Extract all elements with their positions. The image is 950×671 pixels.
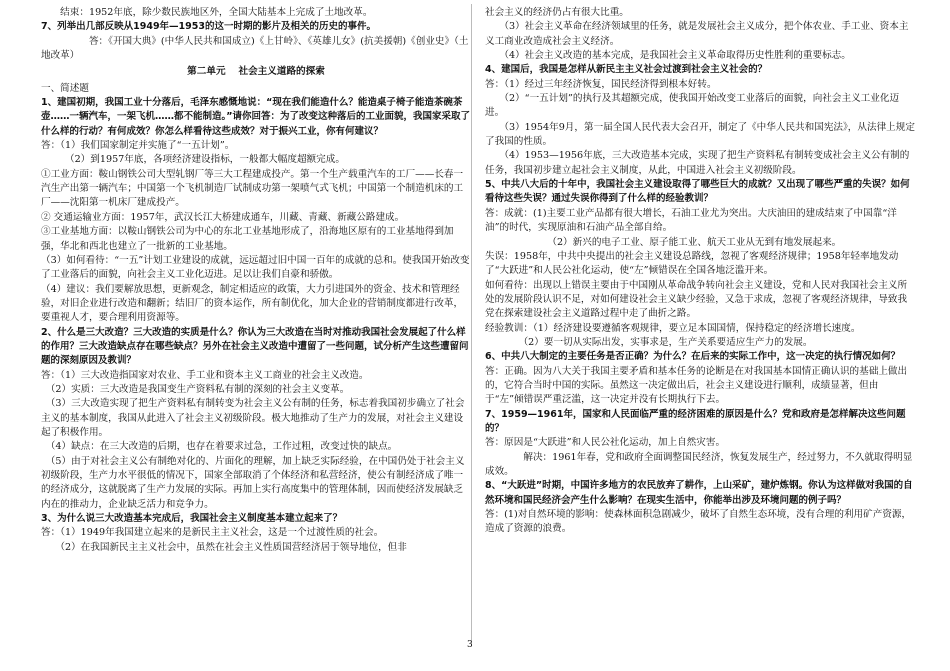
unit-heading: 第二单元 社会主义道路的探索 [187, 66, 325, 78]
text-paragraph: 答：原因是“大跃进”和人民公社化运动，加上自然灾害。 [485, 437, 726, 449]
text-paragraph: （3）如何看待：“一五”计划工业建设的成就，远远超过旧中国一百年的成就的总和。使我国开始改变了工业落后的面貌，向社会主义工业化迈进。足以让我们自豪和骄傲。 [41, 254, 470, 281]
text-paragraph: 经验教训：（1）经济建设要遵循客观规律，要立足本国国情，保持稳定的经济增长速度。 [485, 322, 861, 334]
left-column [41, 6, 471, 555]
text-paragraph: （3）社会主义革命在经济领域里的任务，就是发展社会主义成分，把个体农业、手工业、资本主义工商业改造成社会主义经济。 [485, 21, 909, 47]
text-paragraph: （2）“一五计划”的执行及其超额完成，使我国开始改变工业落后的面貌，向社会主义工业化迈进。 [485, 93, 900, 119]
text-paragraph: 结束：1952年底，除少数民族地区外，全国大陆基本上完成了土地改革。 [41, 7, 373, 18]
text-paragraph: 答：正确。因为八大关于我国主要矛盾和基本任务的论断是在对我国基本国情正确认识的基础上做出的，它符合当时中国的实际。虽然这一决定做出后，社会主义建设进行顺利，成绩显著，但由于“左”倾错误严重泛滥，这一决定并没有长期执行下去。 [485, 365, 908, 406]
question-heading: 6、中共八大制定的主要任务是否正确？为什么？在后来的实际工作中，这一决定的执行情况如何？ [485, 351, 901, 363]
page-number: 3 [467, 640, 473, 650]
text-paragraph: 失误：1958年，中共中央提出的社会主义建设总路线，忽视了客观经济规律；1958年轻率地发动了“大跃进”和人民公社化运动，使“左”倾错误在全国各地泛滥开来。 [485, 250, 899, 277]
question-heading: 7、列举出几部反映从1949年—1953的这一时期的影片及相关的历史的事件。 [41, 21, 376, 33]
text-paragraph: 解决：1961年春，党和政府全面调整国民经济，恢复发展生产，经过努力，不久就取得明显成效。 [485, 451, 913, 477]
right-column [485, 6, 915, 537]
text-paragraph: 答：（1）1949年我国建立起来的是新民主主义社会，这是一个过渡性质的社会。 [41, 527, 384, 539]
text-paragraph: ①工业方面：鞍山钢铁公司大型轧钢厂等三大工程建成投产。第一个生产载重汽车的工厂——长春一汽生产出第一辆汽车；中国第一个飞机制造厂试制成功第一架喷气式飞机；中国第一个制造机床的工厂——沈阳第一机床厂建成投产。 [41, 168, 464, 209]
text-paragraph: （2）在我国新民主主义社会中，虽然在社会主义性质国营经济居于领导地位，但非 [41, 541, 407, 553]
text-paragraph: （2）实质：三大改造是我国变生产资料私有制的深刻的社会主义变革。 [41, 383, 350, 395]
text-paragraph: 答：《开国大典》(中华人民共和国成立)《上甘岭》、《英雄儿女》(抗美援朝)《创业史》（土地改革） [41, 35, 469, 62]
question-heading: 5、中共八大后的十年中，我国社会主义建设取得了哪些巨大的成就？又出现了哪些严重的失误？如何看待这些失误？通过失误你得到了什么样的经验教训？ [485, 179, 910, 205]
text-paragraph: 答：（1）经过三年经济恢复，国民经济得到根本好转。 [485, 78, 717, 90]
text-paragraph: （2）到1957年底，各项经济建设指标，一般都大幅度超额完成。 [41, 154, 345, 166]
text-paragraph: 答：(1)对自然环境的影响：使森林面积急剧减少，破坏了自然生态环境，没有合理的利用矿产资源，造成了资源的浪费。 [485, 509, 912, 535]
question-heading: 4、建国后，我国是怎样从新民主主义社会过渡到社会主义社会的？ [485, 64, 768, 76]
text-paragraph: （4）缺点：在三大改造的后期，也存在着要求过急，工作过粗，改变过快的缺点。 [41, 441, 398, 453]
text-paragraph: （4）1953—1956年底，三大改造基本完成，实现了把生产资料私有制转变成社会主义公有制的任务，我国初步建立起社会主义制度，从此，中国进入社会主义初级阶段。 [485, 150, 910, 176]
text-paragraph: 一、简述题 [41, 82, 89, 94]
text-paragraph: （2）新兴的电子工业、原子能工业、航天工业从无到有地发展起来。 [485, 236, 842, 248]
text-paragraph: （4）社会主义改造的基本完成，是我国社会主义革命取得历史性胜利的重要标志。 [485, 50, 851, 62]
question-heading: 7、1959—1961年，国家和人民面临严重的经济困难的原因是什么？党和政府是怎样解决这些问题的？ [485, 408, 906, 434]
text-paragraph: （4）建议：我们要解放思想，更新观念，制定相适应的政策，大力引进国外的资金、技术和管理经验，对旧企业进行改造和翻新；结旧厂的资本运作，所有制优化，加大企业的营销制度都进行改革，要重视人才，要合理利用资源等。 [41, 283, 464, 324]
text-paragraph: （5）由于对社会主义公有制绝对化的、片面化的理解，加上缺乏实际经验，在中国仍处于社会主义初级阶段，生产力水平很低的情况下，国家全部取消了个体经济和私营经济，使公有制经济成了唯一的经济成分，这就脱离了生产力发展的实际。再加上实行高度集中的管理体制，因而使经济发展缺乏内在的推动力，企业缺乏活力和竞争力。 [41, 455, 465, 510]
text-paragraph: 如何看待：出现以上错误主要由于中国刚从革命战争转向社会主义建设，党和人民对我国社会主义所处的发展阶段认识不足，对如何建设社会主义缺少经验，又急于求成，忽视了客观经济规律，导致我党在探索建设社会主义道路过程中走了曲折之路。 [485, 279, 908, 320]
question-heading: 2、什么是三大改造？三大改造的实质是什么？你认为三大改造在当时对推动我国社会发展起了什么样的作用？三大改造缺点存在哪些缺点？另外在社会主义改造中遭留了一些问题，试分析产生这些遭留问题的深刻原因及教训？ [41, 326, 469, 367]
text-paragraph: 答：（1）我们国家制定并实施了“一五计划”。 [41, 140, 235, 152]
text-paragraph: （2）要一切从实际出发，实事求是，生产关系要适应生产力的发展。 [485, 336, 813, 348]
text-paragraph: （3）1954年9月，第一届全国人民代表大会召开，制定了《中华人民共和国宪法》，从法律上规定了我国的性质。 [485, 121, 915, 148]
text-paragraph: （3）三大改造实现了把生产资料私有制转变为社会主义公有制的任务，标志着我国初步确立了社会主义的基本制度，我国从此进入了社会主义初级阶段。极大地推动了生产力的发展，对社会主义建设起了积极作用。 [41, 398, 465, 438]
question-heading: 3、为什么说三大改造基本完成后，我国社会主义制度基本建立起来了？ [41, 513, 343, 525]
text-paragraph: ② 交通运输业方面：1957年，武汉长江大桥建成通车，川藏、青藏、新藏公路建成。 [41, 211, 405, 223]
column-divider [471, 4, 472, 644]
text-paragraph: 社会主义的经济仍占有很大比重。 [485, 7, 629, 18]
text-paragraph: ③工业基地方面：以鞍山钢铁公司为中心的东北工业基地形成了，沿海地区原有的工业基地得到加强，华北和西北也建立了一批新的工业基地。 [41, 226, 454, 252]
question-heading: 8、“大跃进”时期，中国许多地方的农民放弃了耕作，上山采矿，建炉炼钢。你认为这样做对我国的自然环境和国民经济会产生什么影响？在现实生活中，你能举出涉及环境问题的例子吗？ [485, 480, 913, 506]
text-paragraph: 答：（1）三大改造指国家对农业、手工业和资本主义工商业的社会主义改造。 [41, 369, 369, 381]
question-heading: 1、建国初期，我国工业十分落后，毛泽东感慨地说：“现在我们能造什么？能造桌子椅子能造茶碗茶壶……一辆汽车，一架飞机……都不能制造。”请你回答：为了改变这种落后的工业面貌，我国家采取了什么样的行动？有何成效？你怎么样看待这些成效？对于振兴工业，你有何建议？ [41, 97, 470, 137]
text-paragraph: 答：成就：(1)主要工业产品都有很大增长，石油工业尤为突出。大庆油田的建成结束了中国靠“洋油”的时代，实现原油和石油产品全部自给。 [485, 207, 897, 234]
